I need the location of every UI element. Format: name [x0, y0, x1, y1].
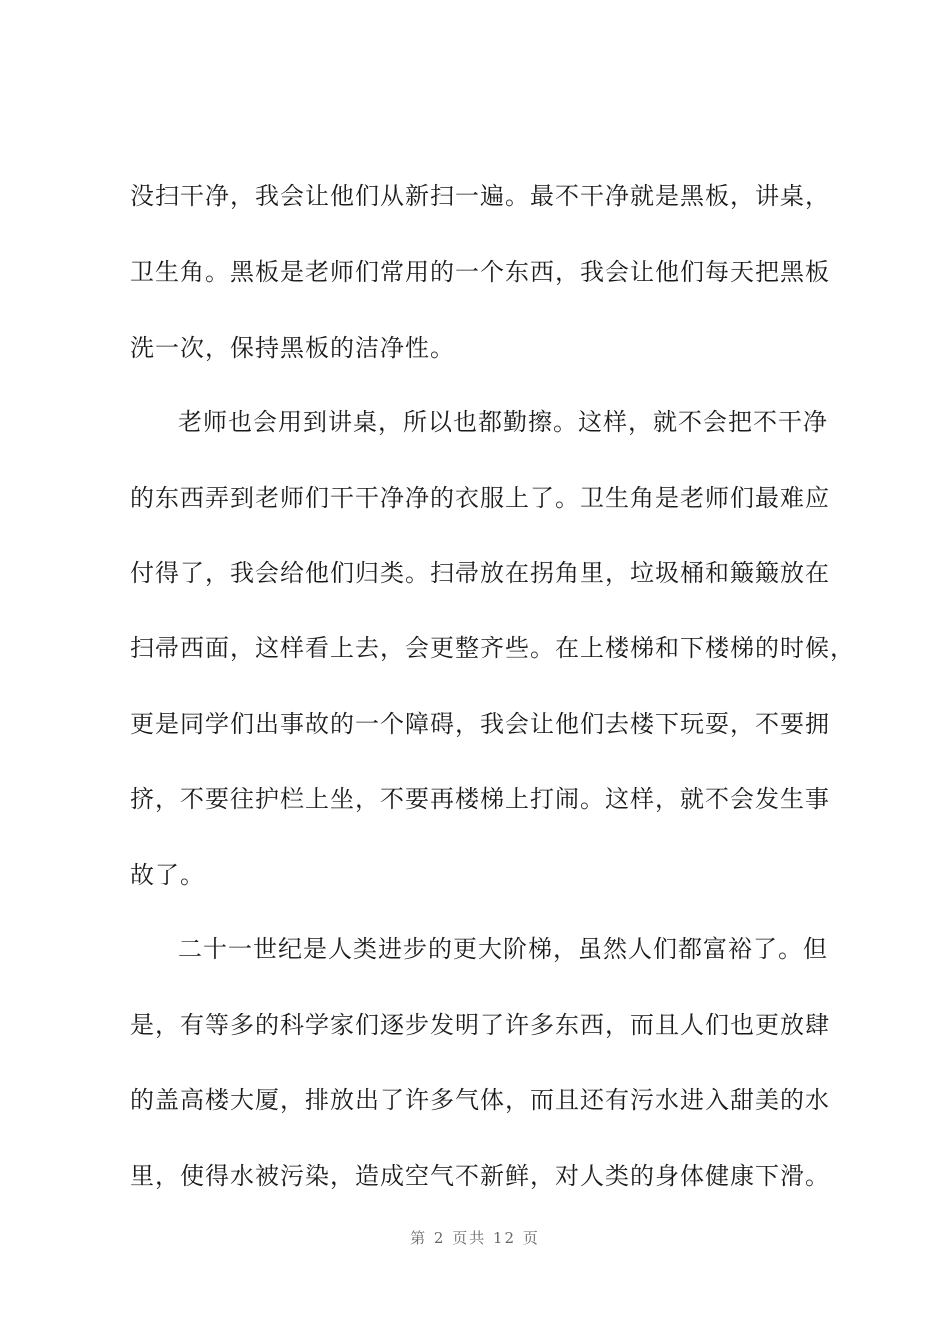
text-line: 是，有等多的科学家们逐步发明了许多东西，而且人们也更放肆 [130, 1011, 830, 1039]
text-line: 挤，不要往护栏上坐，不要再楼梯上打闹。这样，就不会发生事 [130, 785, 830, 813]
text-line: 没扫干净，我会让他们从新扫一遍。最不干净就是黑板，讲桌， [130, 182, 830, 210]
text-line: 故了。 [130, 861, 205, 889]
text-line: 扫帚西面，这样看上去，会更整齐些。在上楼梯和下楼梯的时候， [130, 634, 855, 662]
text-line: 付得了，我会给他们归类。扫帚放在拐角里，垃圾桶和簸簸放在 [130, 559, 830, 587]
text-line: 的东西弄到老师们干干净净的衣服上了。卫生角是老师们最难应 [130, 484, 830, 512]
text-line: 洗一次，保持黑板的洁净性。 [130, 334, 455, 362]
text-line: 里，使得水被污染，造成空气不新鲜，对人类的身体健康下滑。 [130, 1162, 830, 1190]
paragraph-first-line: 二十一世纪是人类进步的更大阶梯，虽然人们都富裕了。但 [178, 935, 828, 963]
text-line: 卫生角。黑板是老师们常用的一个东西，我会让他们每天把黑板 [130, 258, 830, 286]
text-line: 更是同学们出事故的一个障碍，我会让他们去楼下玩耍，不要拥 [130, 710, 830, 738]
paragraph-first-line: 老师也会用到讲桌，所以也都勤擦。这样，就不会把不干净 [178, 408, 828, 436]
text-line: 的盖高楼大厦，排放出了许多气体，而且还有污水进入甜美的水 [130, 1086, 830, 1114]
page-number-footer: 第 2 页共 12 页 [410, 1229, 540, 1247]
